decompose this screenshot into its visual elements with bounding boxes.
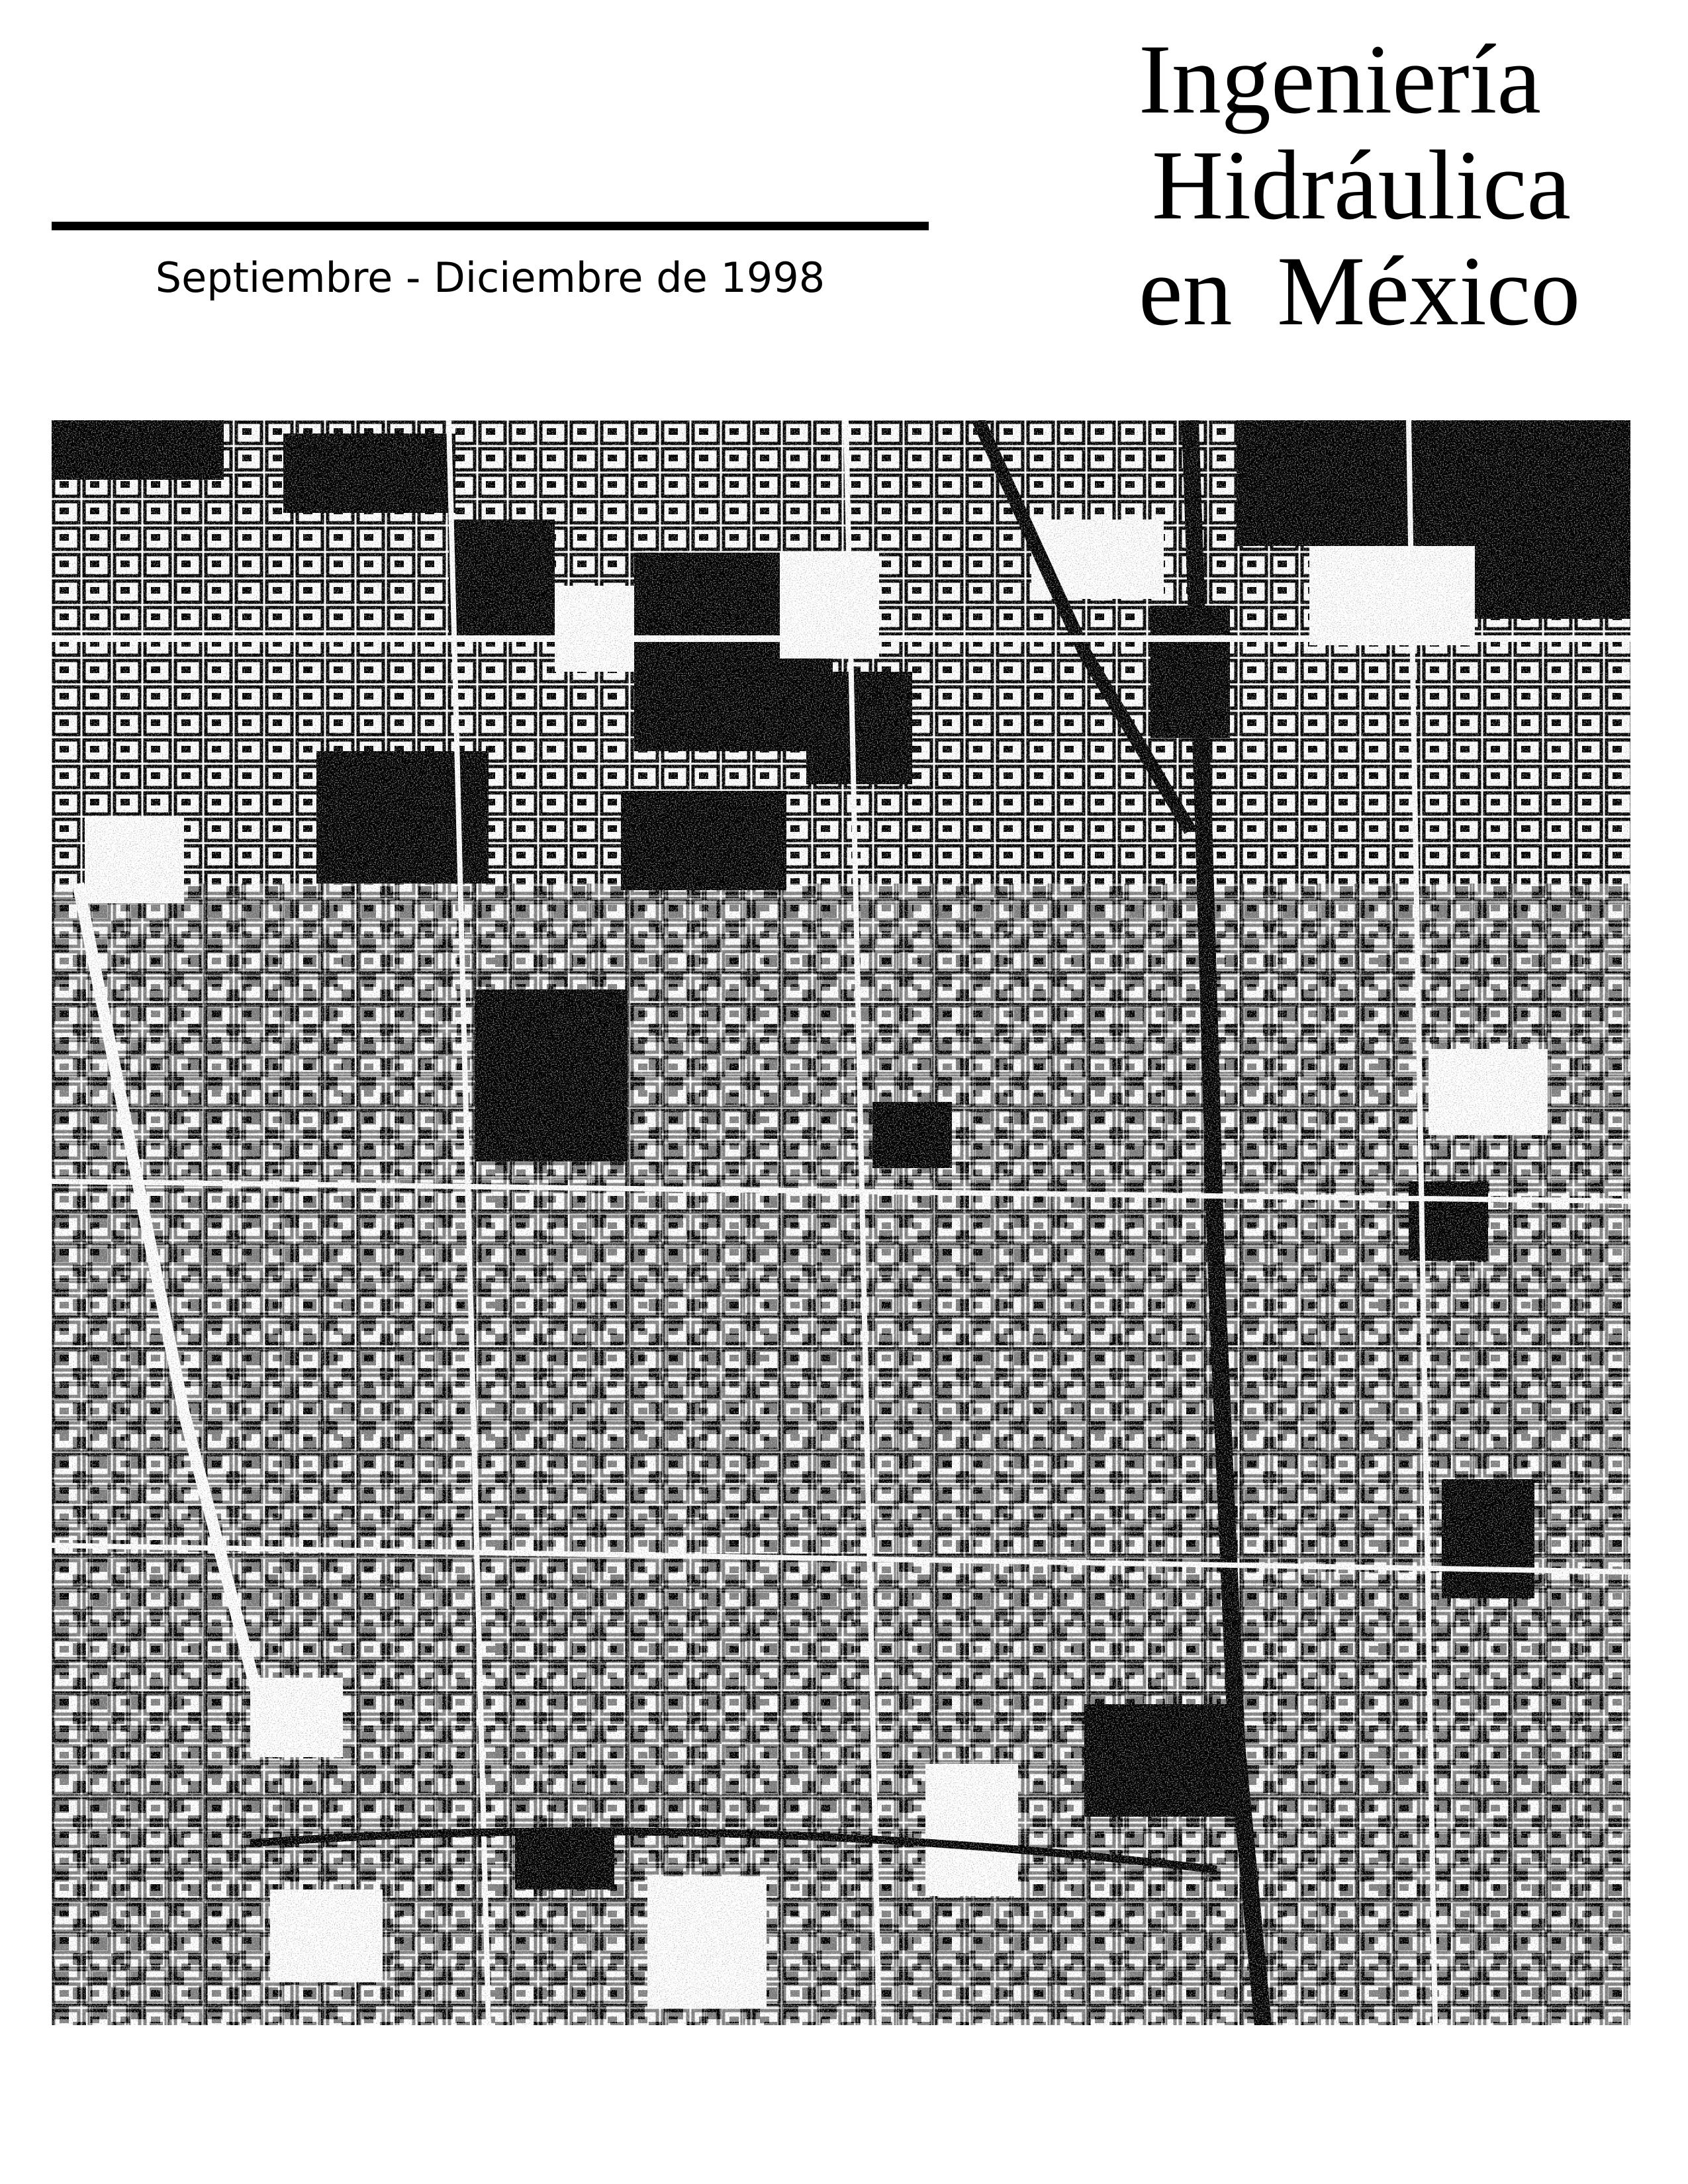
journal-title-line-1: Ingeniería — [1139, 24, 1541, 134]
cover-header — [0, 0, 1688, 371]
aerial-city-photo-icon — [52, 420, 1630, 2025]
aerial-city-photo — [52, 420, 1630, 2025]
issue-date: Septiembre - Diciembre de 1998 — [155, 253, 825, 302]
journal-title-line-3: en México — [1139, 236, 1581, 346]
journal-title-line-2: Hidráulica — [1152, 130, 1571, 240]
journal-title — [1125, 26, 1628, 344]
header-rule — [52, 222, 929, 230]
